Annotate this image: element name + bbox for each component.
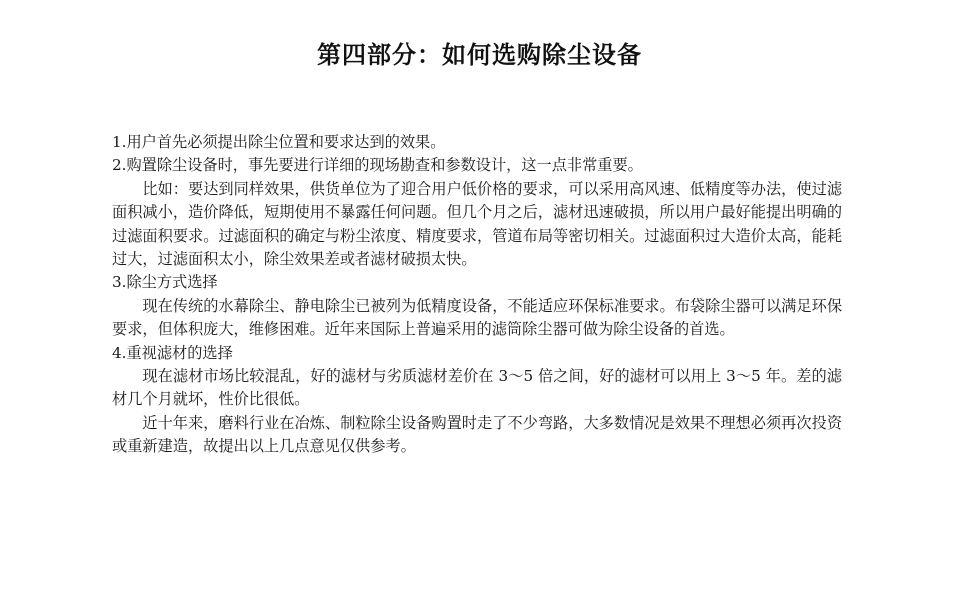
item-3-heading: 3.除尘方式选择: [112, 273, 218, 292]
document-body: [112, 131, 842, 459]
item-2-site-survey: 2.购置除尘设备时，事先要进行详细的现场勘查和参数设计，这一点非常重要。: [112, 156, 643, 175]
paragraph-filter-area-example: 比如：要达到同样效果，供货单位为了迎合用户低价格的要求，可以采用高风速、低精度等办法，使过滤面积减小，造价降低，短期使用不暴露任何问题。但几个月之后，滤材迅速破损，所以用户最好能提出明确的过滤面积要求。过滤面积的确定与粉尘浓度、精度要求，管道布局等密切相关。过滤面积过大造价太高，能耗过大，过滤面积太小，除尘效果差或者滤材破损太快。: [112, 179, 842, 269]
item-4-heading: 4.重视滤材的选择: [112, 343, 233, 362]
paragraph-dust-removal-methods: 现在传统的水幕除尘、静电除尘已被列为低精度设备，不能适应环保标准要求。布袋除尘器可以满足环保要求，但体积庞大，维修困难。近年来国际上普遍采用的滤筒除尘器可做为除尘设备的首选。: [112, 296, 842, 339]
paragraph-conclusion: 近十年来，磨料行业在冶炼、制粒除尘设备购置时走了不少弯路，大多数情况是效果不理想必须再次投资或重新建造，故提出以上几点意见仅供参考。: [112, 413, 842, 456]
item-1-requirements: 1.用户首先必须提出除尘位置和要求达到的效果。: [112, 133, 446, 151]
page-title: 第四部分：如何选购除尘设备: [317, 41, 642, 69]
paragraph-filter-material-market: 现在滤材市场比较混乱，好的滤材与劣质滤材差价在 3～5 倍之间，好的滤材可以用上 3～5 年。差的滤材几个月就坏，性价比很低。: [112, 367, 842, 409]
